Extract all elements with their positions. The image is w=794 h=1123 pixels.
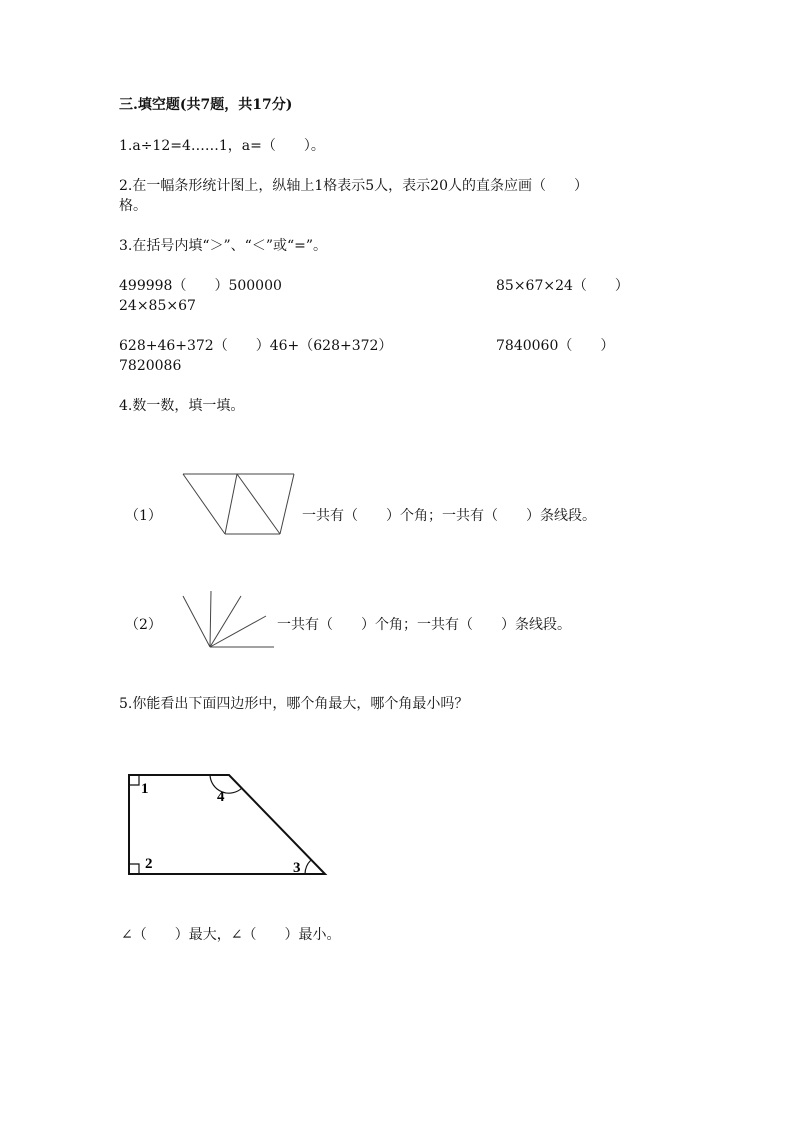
q3-row2-left: 628+46+372（ ）46+（628+372） bbox=[119, 338, 393, 354]
question-3-prompt: 3.在括号内填“＞”、“＜”或“=”。 bbox=[119, 238, 328, 254]
angle-arc-3 bbox=[305, 860, 311, 874]
q4-item1-text: 一共有（ ）个角；一共有（ ）条线段。 bbox=[302, 508, 596, 524]
right-angle-mark-1 bbox=[129, 775, 139, 785]
question-5-answer: ∠（ ）最大，∠（ ）最小。 bbox=[121, 927, 341, 943]
right-angle-mark-2 bbox=[129, 864, 139, 874]
angle-label-3: 3 bbox=[293, 860, 301, 876]
q3-row1-left: 499998（ ）500000 bbox=[119, 278, 282, 294]
q4-item1-label: （1） bbox=[125, 508, 162, 524]
angle-label-4: 4 bbox=[217, 789, 225, 805]
question-1: 1.a÷12=4……1，a=（ ）。 bbox=[119, 138, 325, 154]
q4-item2-label: （2） bbox=[125, 617, 162, 633]
question-4-prompt: 4.数一数，填一填。 bbox=[119, 398, 245, 414]
question-5-prompt: 5.你能看出下面四边形中，哪个角最大，哪个角最小吗？ bbox=[119, 696, 469, 712]
question-2-line1: 2.在一幅条形统计图上，纵轴上1格表示5人，表示20人的直条应画（ ） bbox=[119, 178, 588, 194]
q3-row2-right: 7840060（ ） bbox=[496, 338, 615, 354]
question-2-line2: 格。 bbox=[119, 198, 147, 214]
q3-row1-wrap: 24×85×67 bbox=[119, 298, 196, 314]
section-title: 三.填空题(共7题，共17分) bbox=[119, 97, 293, 113]
angle-label-2: 2 bbox=[145, 856, 153, 872]
q3-row2-wrap: 7820086 bbox=[119, 358, 182, 374]
angle-label-1: 1 bbox=[141, 781, 149, 797]
q3-row1-right: 85×67×24（ ） bbox=[496, 278, 629, 294]
q4-item2-text: 一共有（ ）个角；一共有（ ）条线段。 bbox=[277, 617, 571, 633]
